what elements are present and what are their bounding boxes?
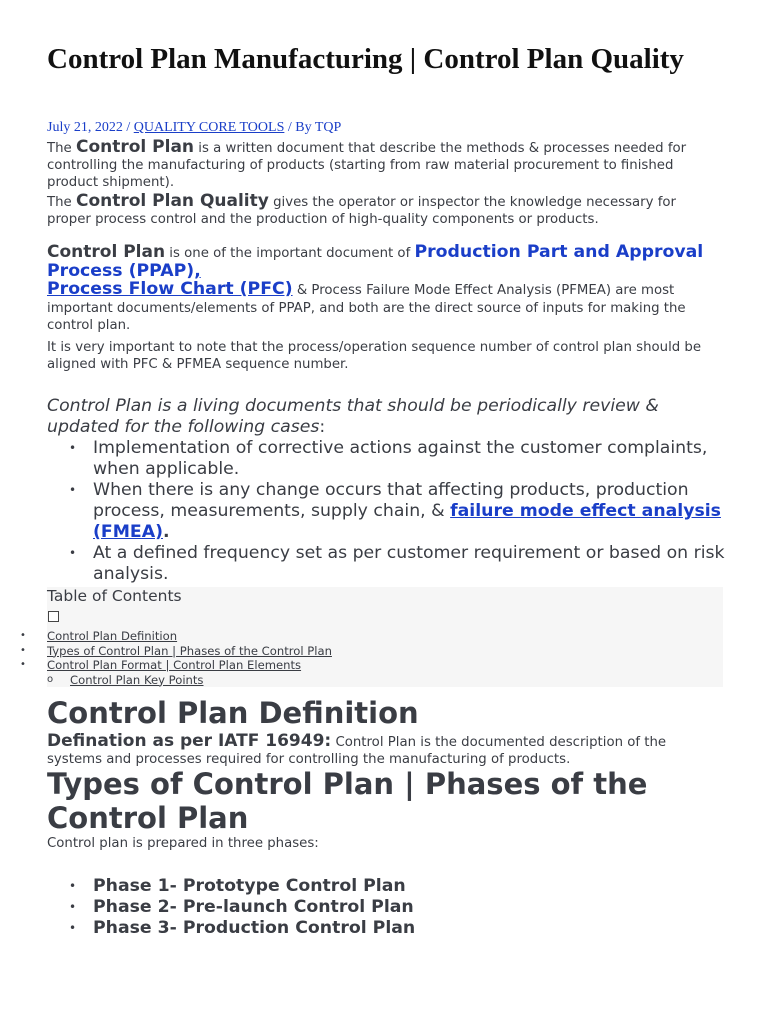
term-control-plan: Control Plan <box>75 137 195 157</box>
post-date: July 21, 2022 <box>47 120 123 135</box>
definition-paragraph <box>47 733 723 768</box>
intro-paragraph-1 <box>47 139 723 191</box>
intro-paragraph-2 <box>47 193 723 229</box>
category-link[interactable]: QUALITY CORE TOOLS <box>133 120 285 135</box>
toc-item <box>47 629 332 644</box>
text: The <box>47 195 76 210</box>
list-item: • Phase 1- Prototype Control Plan <box>93 876 415 897</box>
meta-by: / By <box>284 120 315 135</box>
page-title: Control Plan Manufacturing | Control Plan Quality <box>47 43 684 75</box>
text: Control Plan is a living documents that should be periodically review & updated for the following cases <box>47 396 659 437</box>
toc-toggle-checkbox[interactable] <box>48 611 59 622</box>
table-of-contents <box>47 587 723 687</box>
toc-item <box>47 644 332 659</box>
text: When there is any change occurs that affecting products, production process, measurements, supply chain, & <box>93 480 689 521</box>
list-item <box>93 480 753 543</box>
ppap-link-tail[interactable]: , <box>194 260 201 281</box>
review-lead <box>47 396 723 438</box>
toc-item <box>47 673 332 688</box>
list-item: • Implementation of corrective actions against the customer complaints, when applicable. <box>93 438 753 480</box>
text: is one of the important document of <box>165 246 415 261</box>
phases-intro: Control plan is prepared in three phases: <box>47 836 319 851</box>
fmea-link[interactable]: failure mode effect analysis (FMEA) <box>93 501 721 542</box>
intro-paragraph-4: It is very important to note that the process/operation sequence number of control plan should be aligned with PFC & PFMEA sequence number. <box>47 340 702 372</box>
term-control-plan-2: Control Plan <box>47 242 166 262</box>
author-name: TQP <box>314 120 342 135</box>
ppap-link[interactable]: Production Part and Approval Process (PPAP) <box>47 242 704 281</box>
toc-title: Table of Contents <box>47 587 182 605</box>
toc-link-types[interactable]: Types of Control Plan | Phases of the Control Plan <box>47 643 332 658</box>
text: The <box>47 141 76 156</box>
list-item: • Phase 3- Production Control Plan <box>93 918 415 939</box>
pfc-link[interactable]: Process Flow Chart (PFC) <box>47 279 293 299</box>
meta-separator: / <box>122 120 134 135</box>
toc-link-format[interactable]: Control Plan Format | Control Plan Elements <box>47 658 302 672</box>
text: gives the operator or inspector the knowledge necessary for proper process control and the production of high-quality components or products. <box>47 195 677 227</box>
term-control-plan-quality: Control Plan Quality <box>75 191 269 211</box>
toc-list <box>47 629 332 687</box>
review-cases-list <box>47 438 753 585</box>
phases-list <box>47 876 415 939</box>
toc-link-key-points[interactable]: Control Plan Key Points <box>70 672 204 687</box>
toc-link-definition[interactable]: Control Plan Definition <box>47 629 178 643</box>
text: is a written document that describe the methods & processes needed for controlling the manufacturing of products (starting from raw material procurement to finished product shipment). <box>47 141 687 190</box>
toc-item <box>47 658 332 673</box>
definition-heading: Control Plan Definition <box>47 696 419 730</box>
text: & Process Failure Mode Effect Analysis (PFMEA) are most important documents/elements of PPAP, and both are the direct source of inputs for making the control plan. <box>47 283 686 333</box>
list-item: • Phase 2- Pre-launch Control Plan <box>93 897 415 918</box>
intro-paragraph-3 <box>47 244 723 335</box>
text: . <box>162 522 170 542</box>
post-meta <box>47 119 341 136</box>
text: Control Plan is the documented description of the systems and processes required for controlling the manufacturing of products. <box>47 735 667 767</box>
types-heading: Types of Control Plan | Phases of the Control Plan <box>47 767 648 835</box>
list-item: • At a defined frequency set as per customer requirement or based on risk analysis. <box>93 543 753 585</box>
definition-term: Defination as per IATF 16949: <box>47 731 332 751</box>
text: : <box>319 417 326 437</box>
